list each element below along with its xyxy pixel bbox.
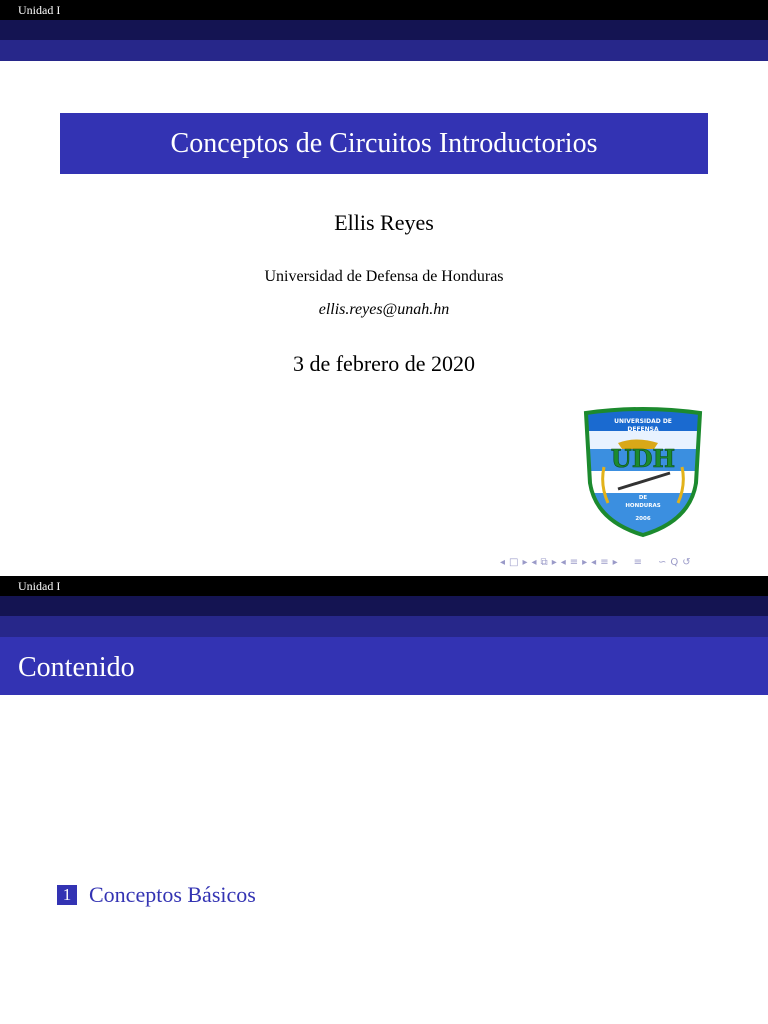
beamer-navigation-bar (500, 556, 762, 570)
toc-number: 1 (57, 885, 77, 905)
nav-forward-icon[interactable]: ↺ (682, 557, 691, 568)
nav-prev-section-icon[interactable]: ◂ (591, 557, 597, 568)
nav-document-icon[interactable]: ≡ (633, 557, 643, 568)
logo-year: 2006 (635, 516, 651, 522)
presentation-title-box (60, 113, 708, 174)
header-section-label: Unidad I (18, 3, 61, 17)
nav-back-icon[interactable]: ∽ (658, 557, 667, 568)
header-band-dark (0, 20, 768, 40)
header-band-blue (0, 616, 768, 637)
contents-slide (0, 576, 768, 1024)
logo-initials: UDH (610, 444, 676, 473)
nav-subsection-icon[interactable]: ≡ (569, 557, 579, 568)
frame-title-bar (0, 637, 768, 695)
logo-bottom-text-1: DE (638, 495, 648, 501)
header-bar (0, 0, 768, 20)
presentation-title: Conceptos de Circuitos Introductorios (170, 127, 598, 159)
header-bar (0, 576, 768, 596)
presentation-date: 3 de febrero de 2020 (292, 351, 476, 376)
nav-prev-subsection-icon[interactable]: ◂ (560, 557, 566, 568)
toc-item[interactable] (57, 882, 256, 908)
nav-next-section-icon[interactable]: ▸ (612, 557, 618, 568)
nav-search-icon[interactable]: Q (670, 557, 679, 568)
header-band-blue (0, 40, 768, 61)
institution-name: Universidad de Defensa de Honduras (264, 268, 504, 285)
logo-top-text-1: UNIVERSIDAD DE (614, 418, 672, 425)
nav-next-slide-icon[interactable]: ▸ (522, 557, 528, 568)
header-band-dark (0, 596, 768, 616)
header-section-label: Unidad I (18, 579, 61, 593)
nav-frame-icon[interactable]: ⧉ (540, 557, 548, 568)
nav-prev-slide-icon[interactable]: ◂ (500, 557, 506, 568)
university-logo (578, 403, 708, 540)
toc-label[interactable]: Conceptos Básicos (89, 882, 256, 907)
nav-next-subsection-icon[interactable]: ▸ (582, 557, 588, 568)
nav-prev-frame-icon[interactable]: ◂ (531, 557, 537, 568)
nav-section-icon[interactable]: ≡ (600, 557, 609, 568)
logo-top-text-2: DEFENSA (627, 426, 659, 433)
logo-bottom-text-2: HONDURAS (625, 503, 661, 509)
author-email: ellis.reyes@unah.hn (318, 301, 450, 318)
nav-next-frame-icon[interactable]: ▸ (551, 557, 557, 568)
author-name: Ellis Reyes (334, 210, 434, 235)
frame-title: Contenido (18, 652, 135, 683)
nav-slide-icon[interactable]: □ (509, 557, 519, 568)
